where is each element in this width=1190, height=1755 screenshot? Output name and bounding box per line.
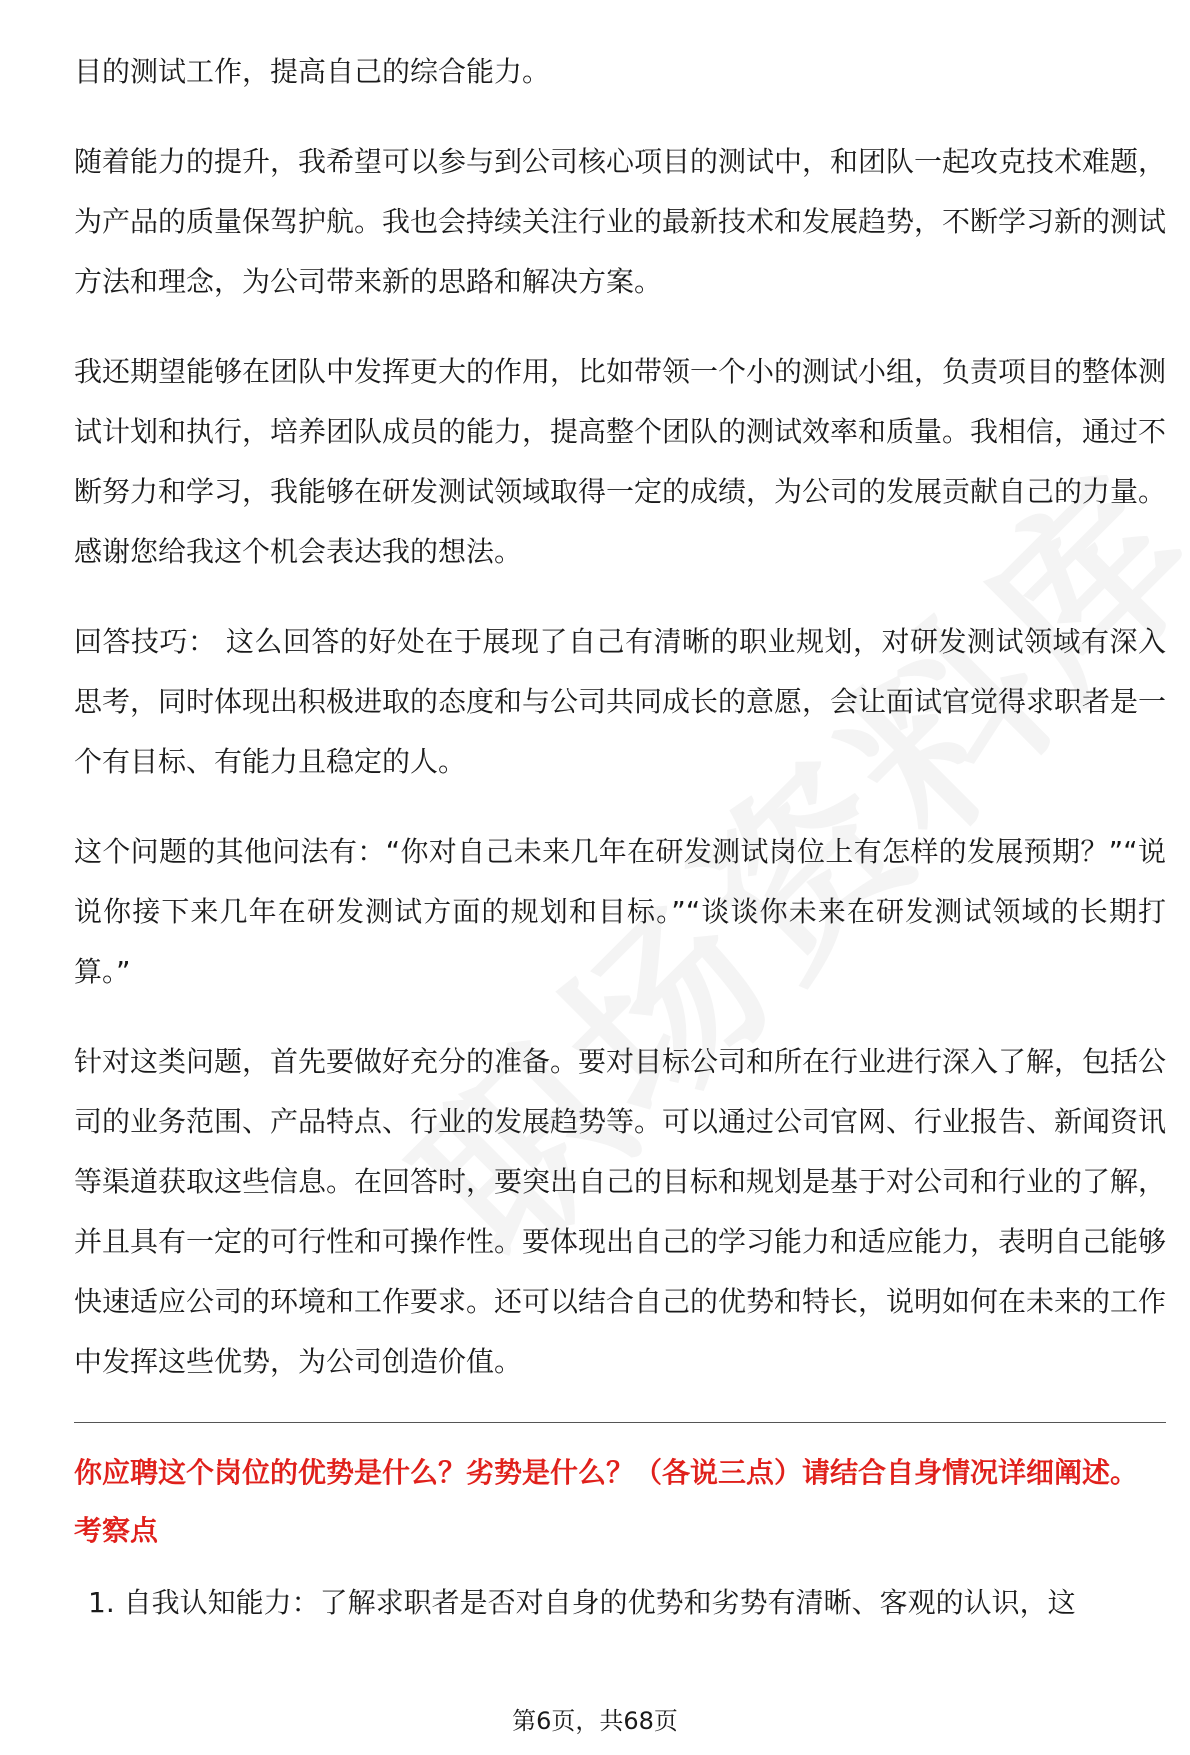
paragraph-aspiration: 随着能力的提升，我希望可以参与到公司核心项目的测试中，和团队一起攻克技术难题，为产品的质量保驾护航。我也会持续关注行业的最新技术和发展趋势，不断学习新的测试方法和理念，为公司带来新的思路和解决方案。 [74, 145, 1167, 298]
paragraph-preparation-advice: 针对这类问题，首先要做好充分的准备。要对目标公司和所在行业进行深入了解，包括公司的业务范围、产品特点、行业的发展趋势等。可以通过公司官网、行业报告、新闻资讯等渠道获取这些信息。在回答时，要突出自己的目标和规划是基于对公司和行业的了解，并且具有一定的可行性和可操作性。要体现出自己的学习能力和适应能力，表明自己能够快速适应公司的环境和工作要求。还可以结合自己的优势和特长，说明如何在未来的工作中发挥这些优势，为公司创造价值。 [74, 1045, 1167, 1378]
page-footer: 第6页，共68页 [512, 1707, 678, 1735]
paragraph-continuation: 目的测试工作，提高自己的综合能力。 [74, 55, 551, 88]
question-heading: 你应聘这个岗位的优势是什么？劣势是什么？（各说三点）请结合自身情况详细阐述。 [74, 1456, 1139, 1489]
section-divider [74, 1422, 1166, 1423]
assessment-list [74, 1583, 1166, 1623]
paragraph-alternative-questions: 这个问题的其他问法有：“你对自己未来几年在研发测试岗位上有怎样的发展预期？”“说说你接下来几年在研发测试方面的规划和目标。”“谈谈你未来在研发测试领域的长期打算。” [74, 835, 1166, 988]
subheading-assessment-points: 考察点 [74, 1514, 159, 1547]
paragraph-team-role: 我还期望能够在团队中发挥更大的作用，比如带领一个小的测试小组，负责项目的整体测试计划和执行，培养团队成员的能力，提高整个团队的测试效率和质量。我相信，通过不断努力和学习，我能够在研发测试领域取得一定的成绩，为公司的发展贡献自己的力量。感谢您给我这个机会表达我的想法。 [74, 355, 1167, 568]
document-body [74, 42, 1166, 1623]
paragraph-answer-tips: 回答技巧： 这么回答的好处在于展现了自己有清晰的职业规划，对研发测试领域有深入思考，同时体现出积极进取的态度和与公司共同成长的意愿，会让面试官觉得求职者是一个有目标、有能力且稳定的人。 [74, 625, 1167, 778]
list-item: 1. 自我认知能力：了解求职者是否对自身的优势和劣势有清晰、客观的认识，这 [88, 1586, 1076, 1619]
